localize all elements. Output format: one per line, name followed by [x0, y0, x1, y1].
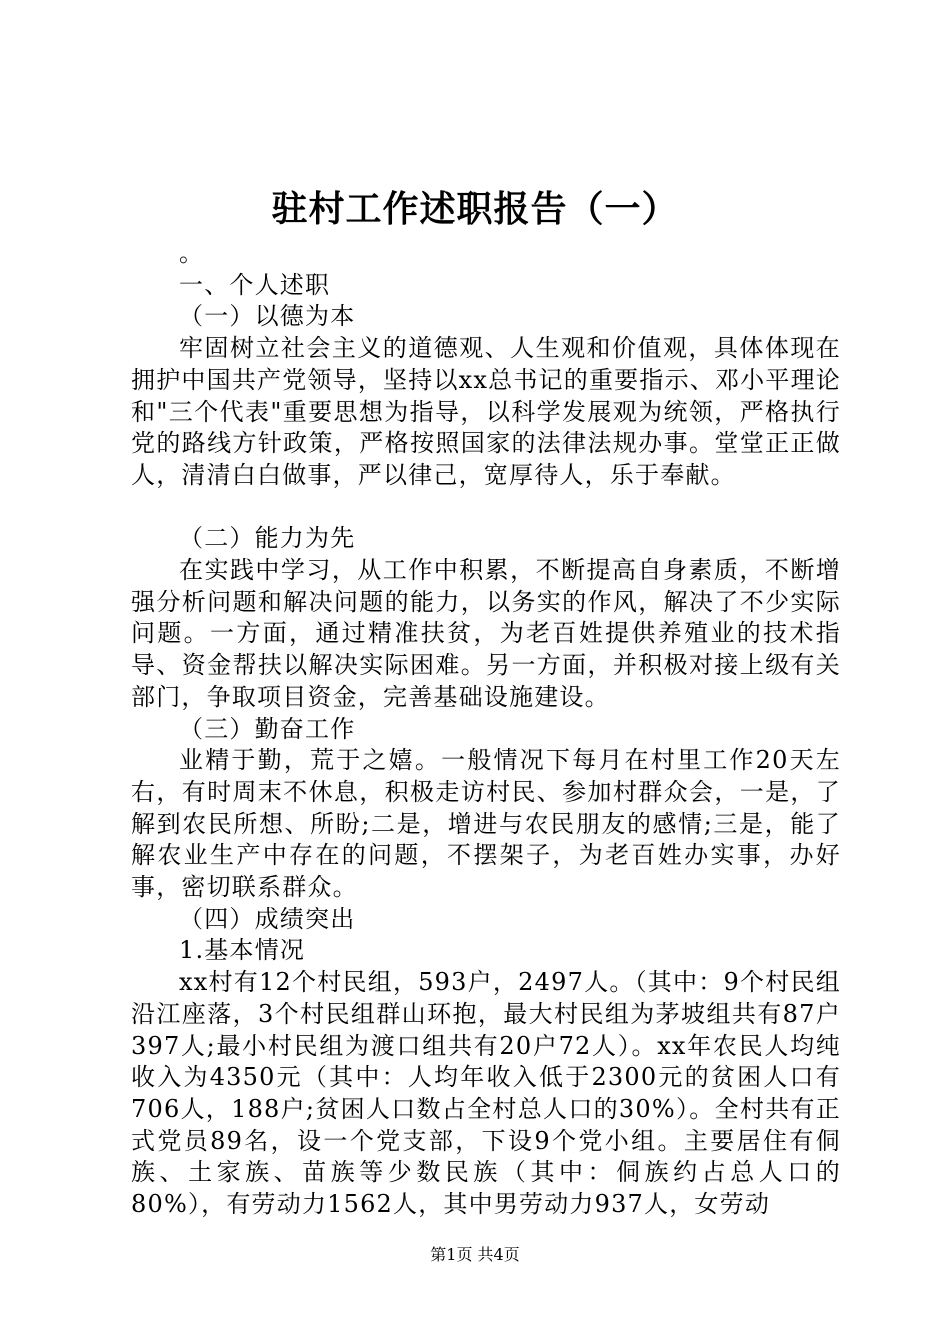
subheading-achievements: （四）成绩突出 — [179, 904, 356, 933]
paragraph-basic-situation: xx村有12个村民组，593户，2497人。（其中：9个村民组沿江座落，3个村民组群山环抱，最大村民组为茅坡组共有87户397人;最小村民组为渡口组共有20户72人）。xx年农民人均纯收入为4350元（其中：人均年收入低于2300元的贫困人口有706人，188户;贫困人口数占全村总人口的30%）。全村共有正式党员89名，设一个党支部，下设9个党小组。主要居住有侗族、土家族、苗族等少数民族（其中：侗族约占总人口的80%），有劳动力1562人，其中男劳动力937人，女劳动 — [131, 968, 841, 1219]
paragraph-leading-mark: 。 — [179, 239, 205, 267]
subheading-ability: （二）能力为先 — [179, 524, 356, 553]
document-title: 驻村工作述职报告（一） — [271, 188, 679, 230]
subheading-diligence: （三）勤奋工作 — [179, 714, 356, 743]
paragraph-ability: 在实践中学习，从工作中积累，不断提高自身素质，不断增强分析问题和解决问题的能力，以务实的作风，解决了不少实际问题。一方面，通过精准扶贫，为老百姓提供养殖业的技术指导、资金帮扶以解决实际困难。另一方面，并积极对接上级有关部门，争取项目资金，完善基础设施建设。 — [131, 556, 841, 711]
subheading-basic-situation: 1.基本情况 — [179, 936, 306, 965]
paragraph-spacer — [131, 492, 841, 524]
paragraph-diligence: 业精于勤，荒于之嬉。一般情况下每月在村里工作20天左右，有时周末不休息，积极走访村民、参加村群众会，一是，了解到农民所想、所盼;二是，增进与农民朋友的感情;三是，能了解农业生产中存在的问题，不摆架子，为老百姓办实事，办好事，密切联系群众。 — [131, 746, 841, 902]
paragraph-morality: 牢固树立社会主义的道德观、人生观和价值观，具体体现在拥护中国共产党领导，坚持以xx总书记的重要指示、邓小平理论和"三个代表"重要思想为指导，以科学发展观为统领，严格执行党的路线方针政策，严格按照国家的法律法规办事。堂堂正正做人，清清白白做事，严以律己，宽厚待人，乐于奉献。 — [131, 334, 841, 489]
section-heading-personal-report: 一、个人述职 — [179, 270, 331, 299]
document-body — [131, 238, 841, 1221]
page-number-footer: 第1页 共4页 — [430, 1245, 520, 1264]
subheading-morality: （一）以德为本 — [179, 302, 356, 331]
